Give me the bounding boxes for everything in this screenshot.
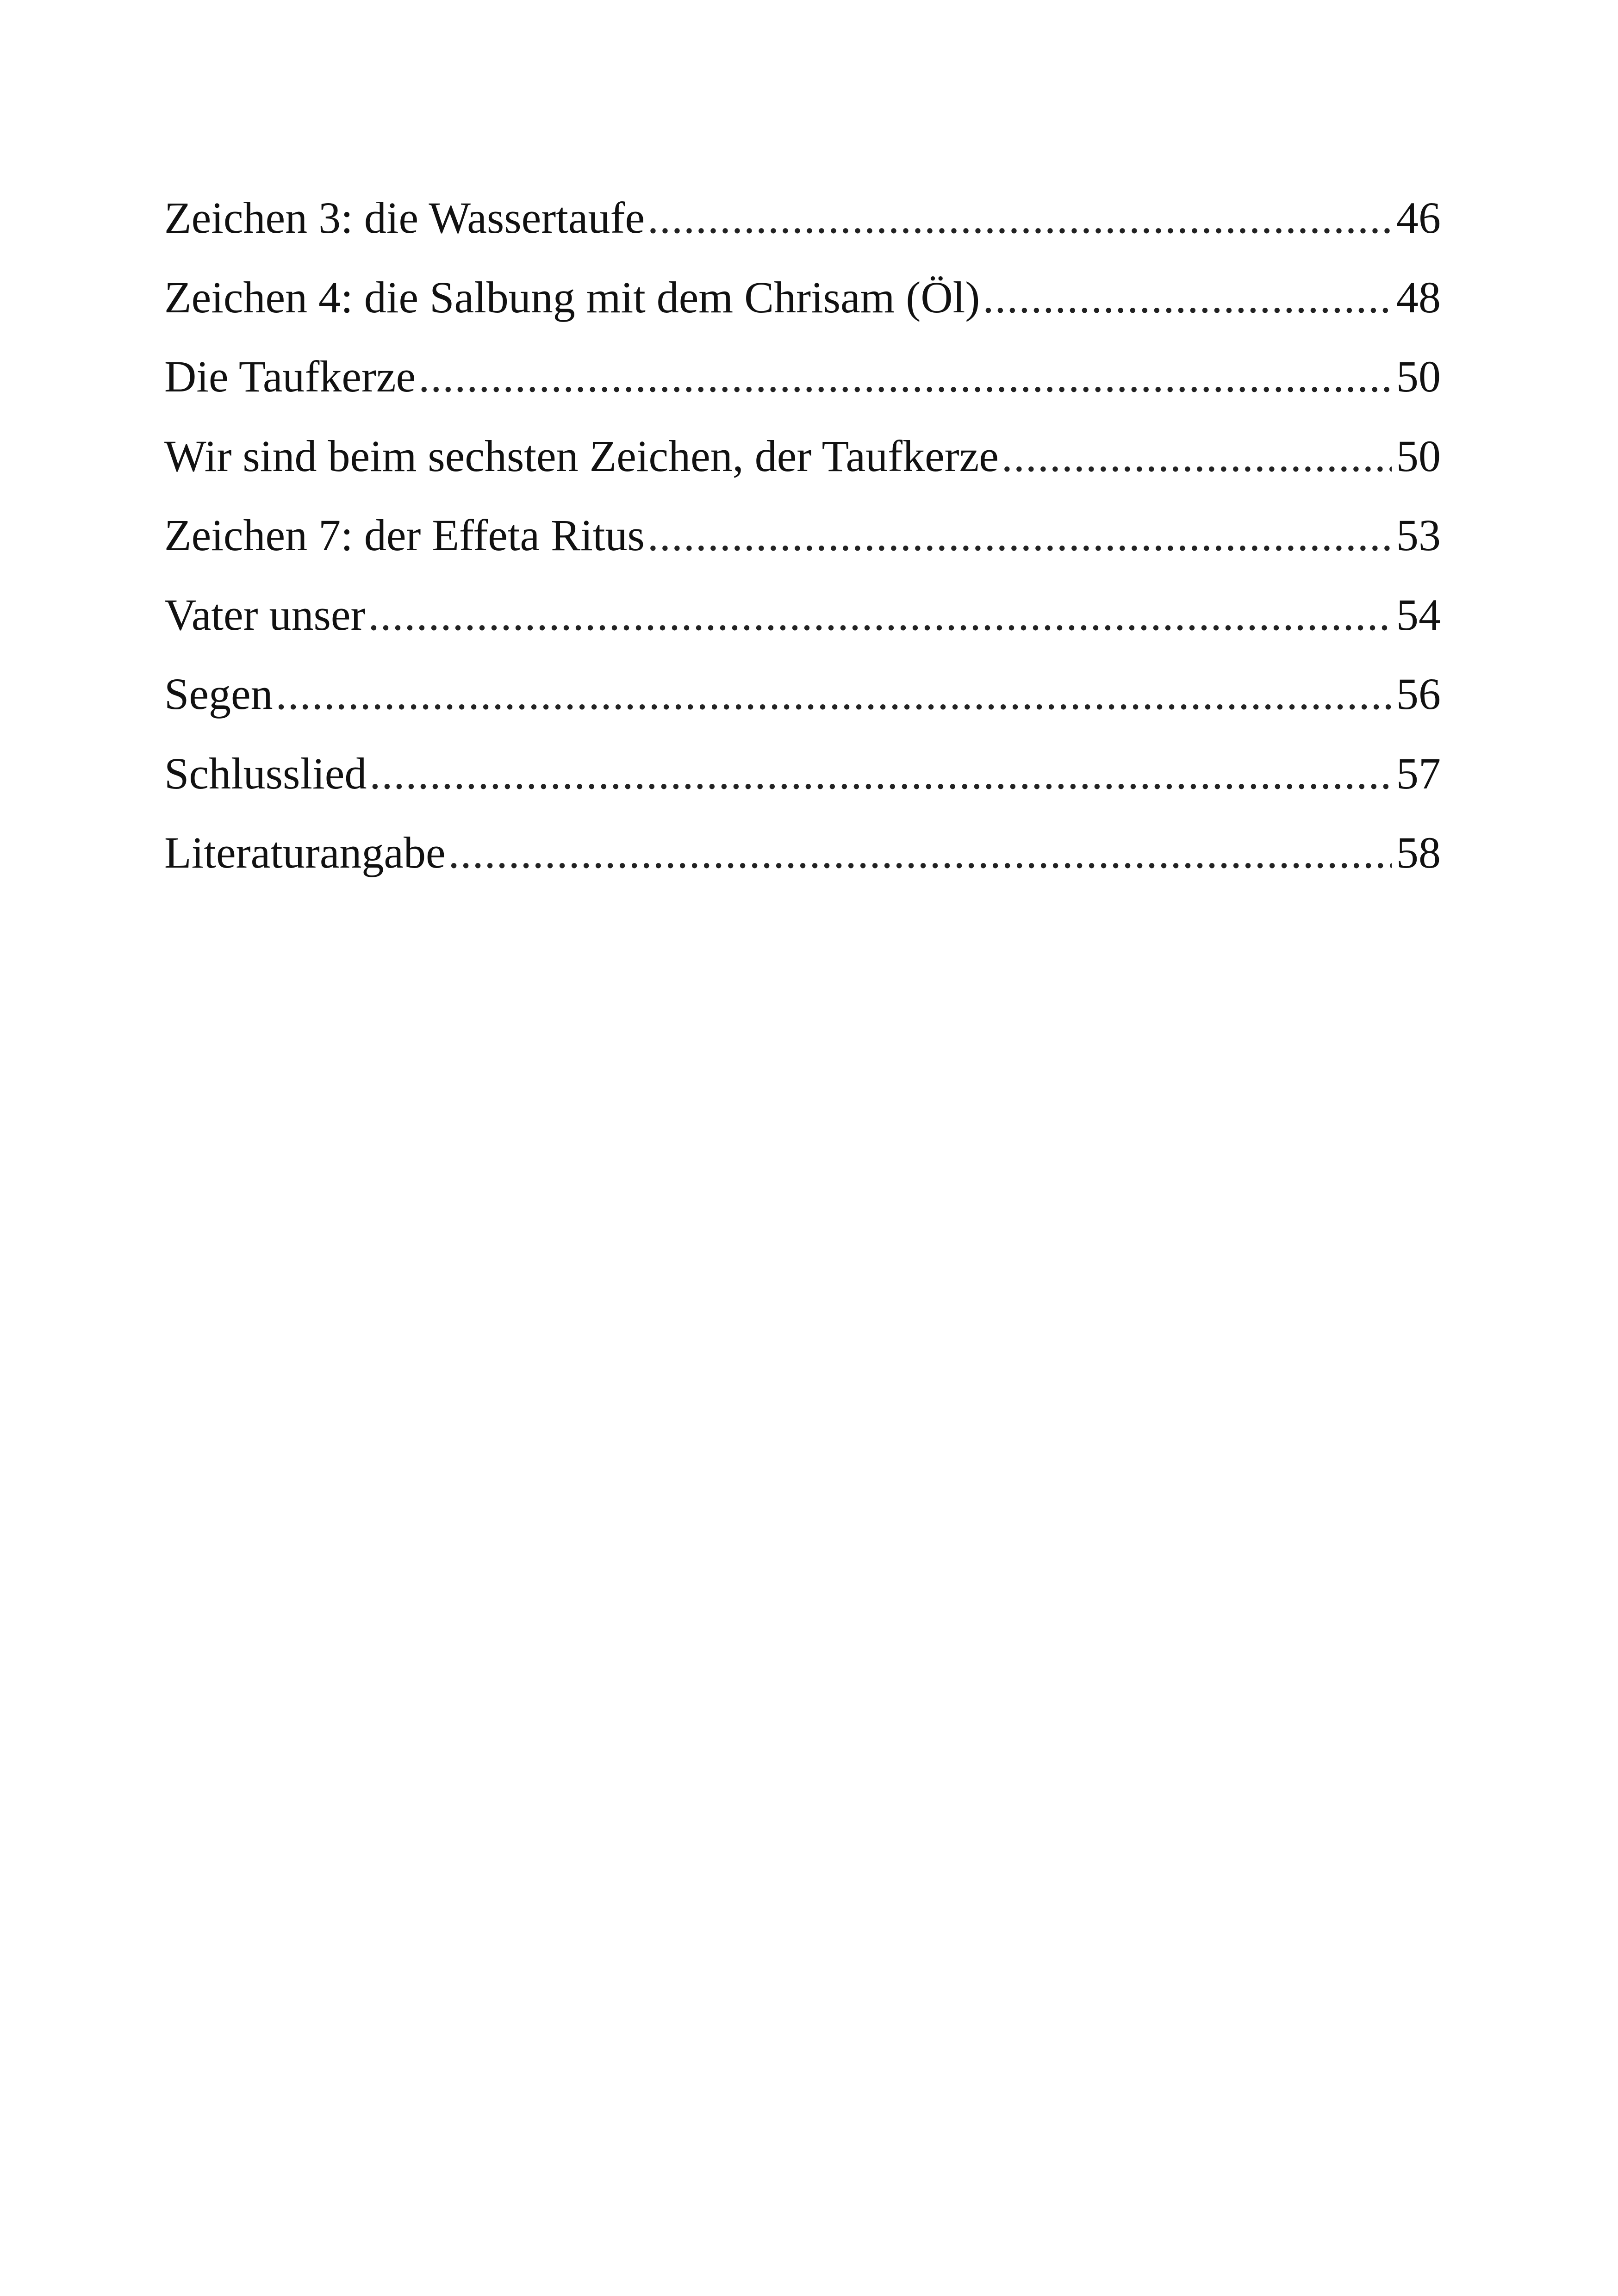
toc-entry-title: Zeichen 4: die Salbung mit dem Chrisam (Öl) xyxy=(164,272,980,322)
toc-dot-leader xyxy=(276,654,1392,734)
toc-entry-page: 57 xyxy=(1396,748,1441,798)
toc-entry[interactable] xyxy=(164,734,1441,813)
toc-entry-title: Literaturangabe xyxy=(164,828,446,877)
toc-entry[interactable] xyxy=(164,496,1441,575)
toc-entry[interactable] xyxy=(164,337,1441,416)
toc-entry-page: 58 xyxy=(1396,828,1441,877)
toc-dot-leader xyxy=(448,813,1392,893)
toc-entry-page: 54 xyxy=(1396,590,1441,639)
toc-entry-page: 53 xyxy=(1396,510,1441,560)
toc-entry-title: Schlusslied xyxy=(164,748,367,798)
toc-dot-leader xyxy=(647,496,1392,575)
toc-entry-page: 50 xyxy=(1396,431,1441,481)
toc-entry-page: 48 xyxy=(1396,272,1441,322)
toc-dot-leader xyxy=(418,337,1392,416)
toc-dot-leader xyxy=(368,575,1392,655)
toc-dot-leader xyxy=(983,258,1392,337)
toc-entry-page: 56 xyxy=(1396,669,1441,719)
toc-dot-leader xyxy=(647,178,1392,258)
toc-entry-page: 50 xyxy=(1396,352,1441,401)
toc-entry[interactable] xyxy=(164,575,1441,655)
toc-entry[interactable] xyxy=(164,178,1441,258)
toc-entry[interactable] xyxy=(164,416,1441,496)
toc-entry-title: Zeichen 7: der Effeta Ritus xyxy=(164,510,645,560)
toc-entry[interactable] xyxy=(164,654,1441,734)
toc-entry-title: Die Taufkerze xyxy=(164,352,416,401)
table-of-contents xyxy=(164,178,1441,893)
toc-entry-page: 46 xyxy=(1396,193,1441,242)
toc-entry-title: Zeichen 3: die Wassertaufe xyxy=(164,193,645,242)
toc-entry[interactable] xyxy=(164,813,1441,893)
toc-entry-title: Wir sind beim sechsten Zeichen, der Taufkerze xyxy=(164,431,999,481)
toc-entry[interactable] xyxy=(164,258,1441,337)
toc-dot-leader xyxy=(1002,416,1392,496)
toc-entry-title: Segen xyxy=(164,669,273,719)
toc-dot-leader xyxy=(369,734,1392,813)
toc-entry-title: Vater unser xyxy=(164,590,366,639)
